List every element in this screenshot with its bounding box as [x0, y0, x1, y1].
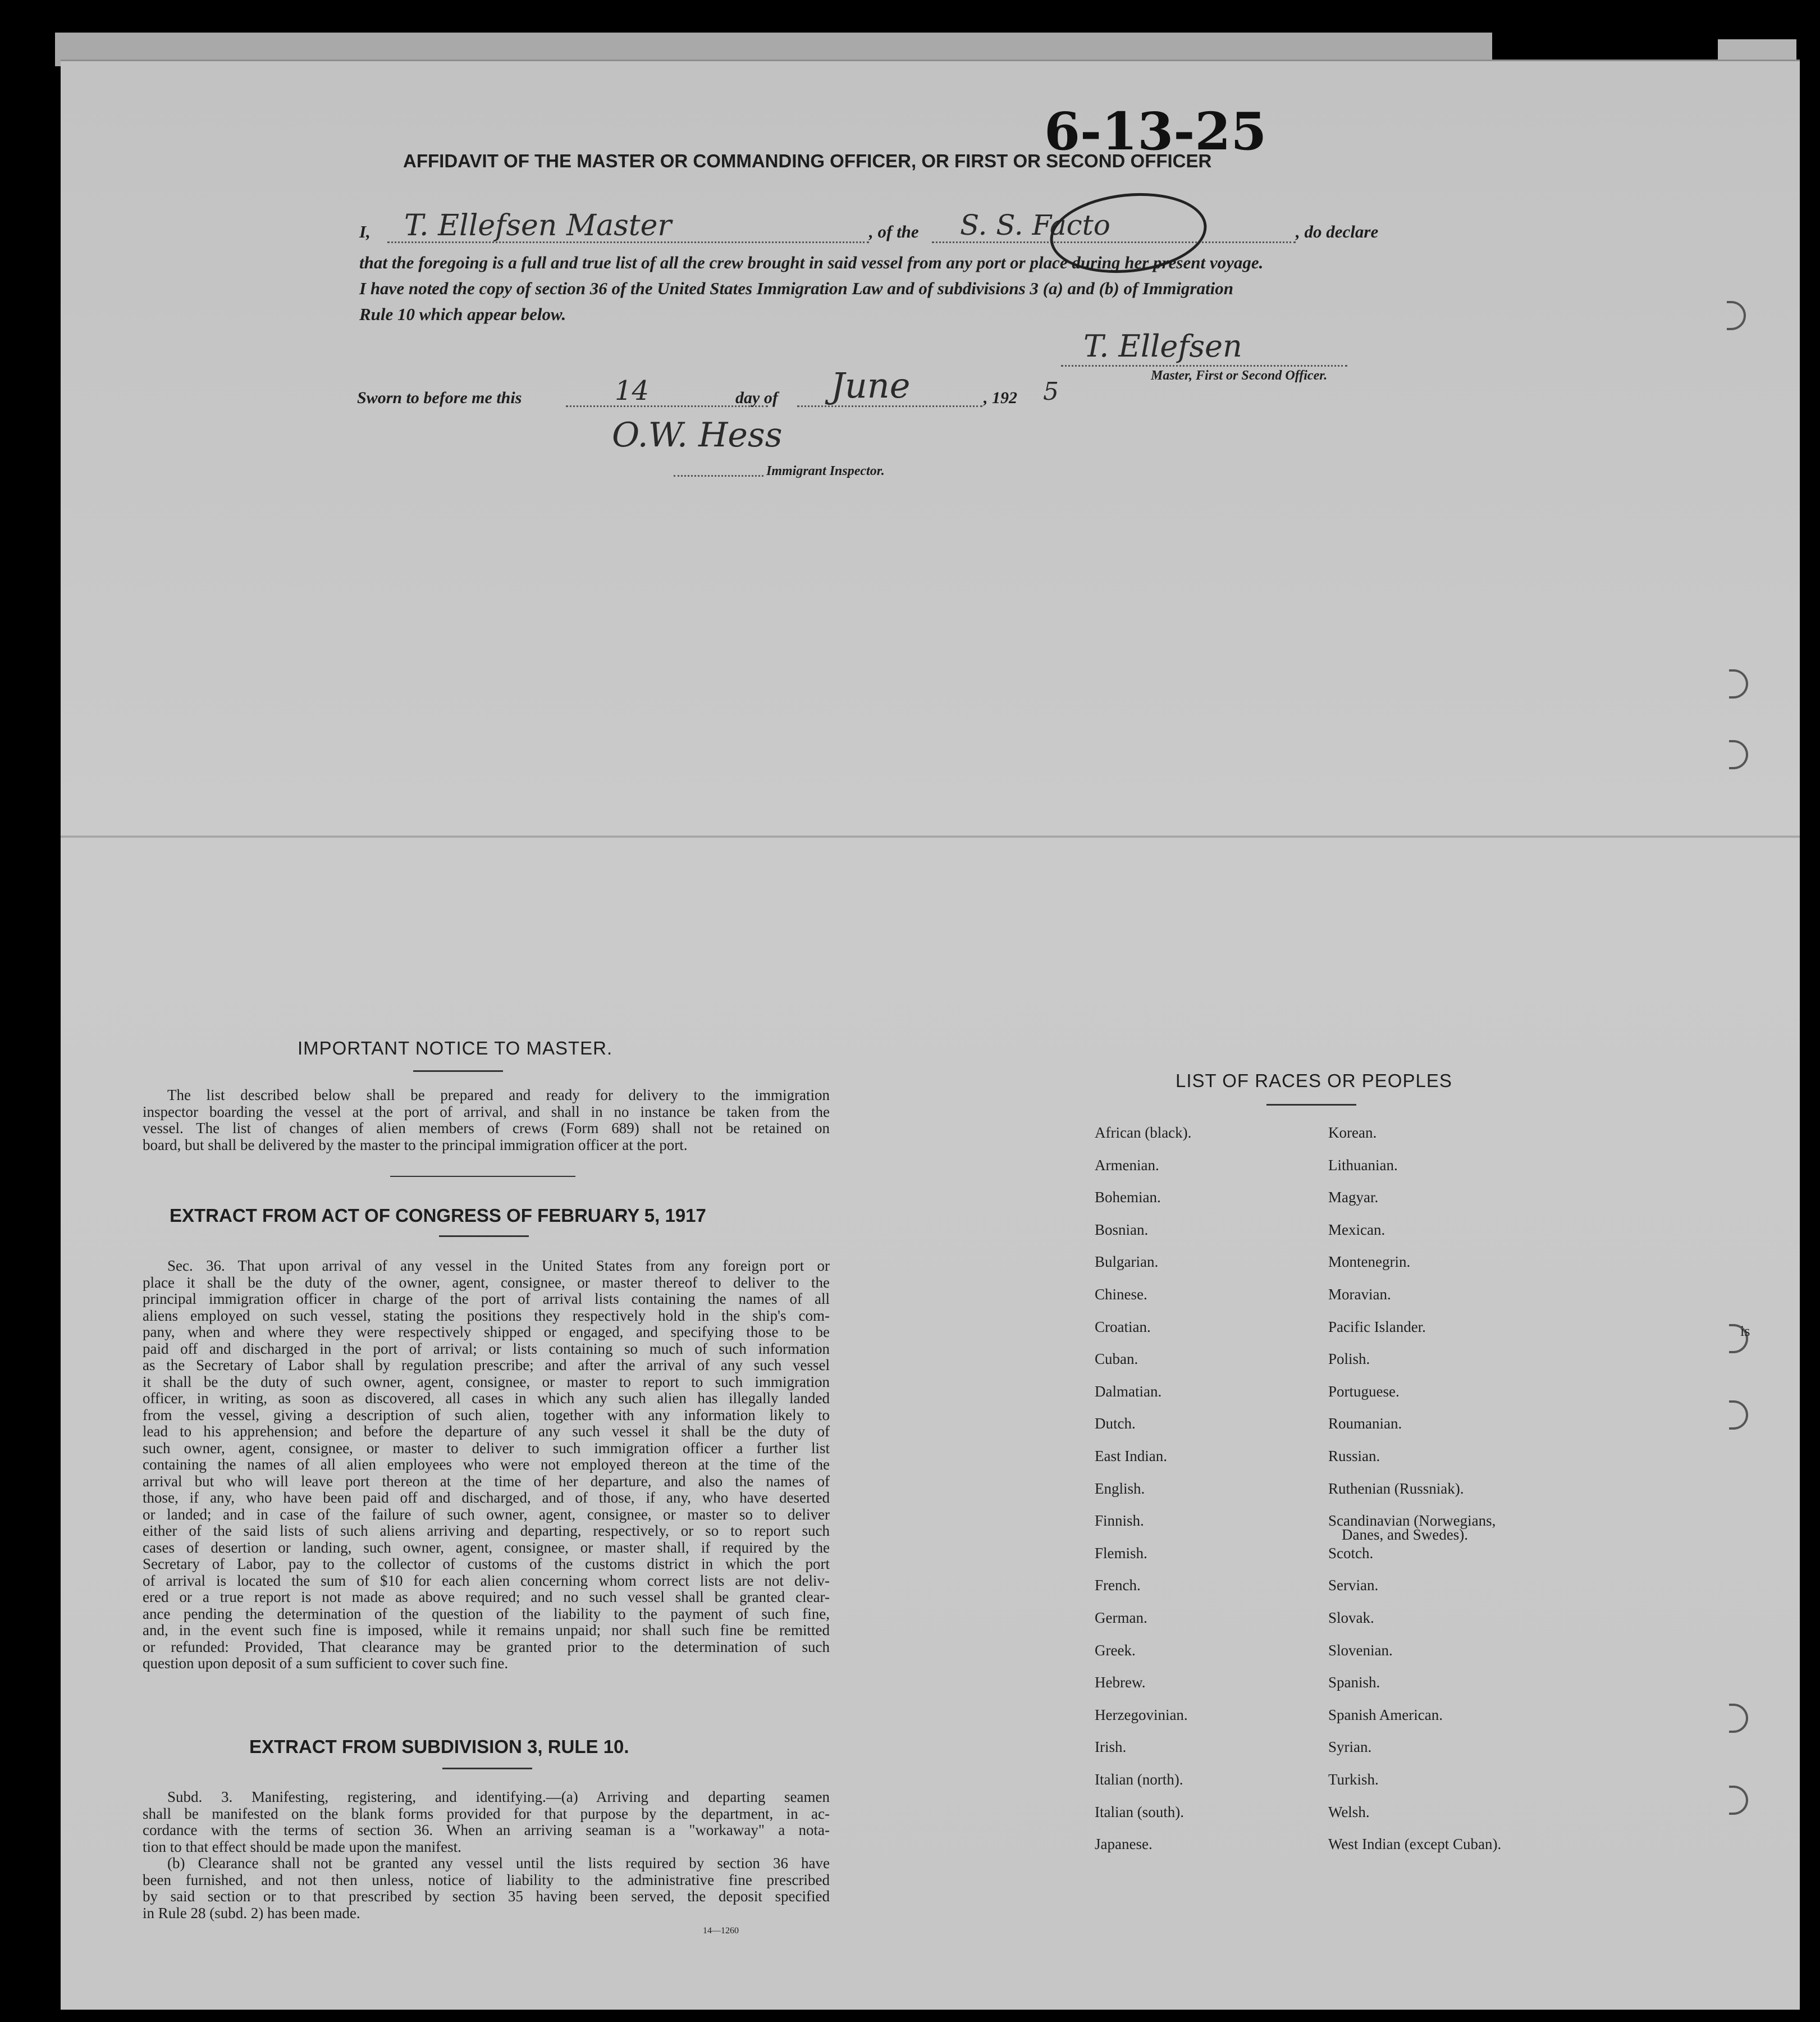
act-line: containing the names of all alien employees who were not employed thereon at the time of the	[143, 1456, 830, 1473]
year-prefix: , 192	[984, 389, 1017, 407]
affidavit-title: AFFIDAVIT OF THE MASTER OR COMMANDING OFFICER, OR FIRST OR SECOND OFFICER	[403, 150, 1212, 171]
race-item: Italian (south).	[1095, 1803, 1184, 1820]
act-line: arrival but who will leave port thereon at the time of her departure, and also the names of	[143, 1472, 830, 1490]
race-item: Finnish.	[1095, 1512, 1144, 1530]
race-item: Russian.	[1328, 1448, 1380, 1464]
inspector-signature: O.W. Hess	[612, 416, 783, 455]
vessel-name-handwriting: S. S. Facto	[960, 209, 1110, 241]
affidavit-line-3: I have noted the copy of section 36 of the United States Immigration Law and of subdivisions 3 (a) and (b) of Immigration	[359, 279, 1233, 298]
rule-line: by said section or to that prescribed by section 35 having been served, the deposit specified	[143, 1888, 830, 1905]
race-item: Slovenian.	[1328, 1641, 1393, 1659]
race-item: East Indian.	[1095, 1448, 1167, 1464]
margin-is-mark: is	[1740, 1323, 1750, 1339]
race-item: Dutch.	[1095, 1415, 1136, 1432]
race-item: Chinese.	[1095, 1286, 1147, 1303]
sworn-text: Sworn to before me this	[357, 389, 522, 407]
race-item: Croatian.	[1095, 1318, 1151, 1335]
rule-line: (b) Clearance shall not be granted any vessel until the lists required by section 36 have	[167, 1855, 830, 1872]
affidavit-line-2: that the foregoing is a full and true list of all the crew brought in said vessel from any port or place during her present voyage.	[359, 253, 1264, 272]
act-line: as the Secretary of Labor shall by regulation prescribe; and after the arrival of any such vessel	[143, 1357, 830, 1373]
rule-body	[143, 1789, 830, 1921]
affidavit-I-label: I,	[359, 222, 371, 241]
act-line: paid off and discharged in the port of arrival; or lists containing so much of such information	[143, 1340, 830, 1357]
affidavit-line-4: Rule 10 which appear below.	[359, 304, 566, 324]
act-line: and, in the event such fine is imposed, while it remains unpaid; nor shall such fine be remitted	[143, 1622, 830, 1638]
document-page	[61, 60, 1800, 2010]
race-item: Scotch.	[1328, 1544, 1374, 1562]
act-line: Secretary of Labor, pay to the collector of customs of the customs district in which the port	[143, 1555, 830, 1572]
notice-divider	[390, 1176, 575, 1177]
race-item: Spanish.	[1328, 1674, 1380, 1691]
act-line: lead to his apprehension; and before the departure of any such vessel it shall be the duty of	[143, 1423, 830, 1440]
race-item: Armenian.	[1095, 1156, 1159, 1174]
race-item: Portuguese.	[1328, 1382, 1400, 1400]
race-item: Flemish.	[1095, 1544, 1147, 1562]
act-line: of arrival is located the sum of $10 for each alien concerning whom correct lists are not deliv-	[143, 1572, 830, 1589]
rule-title-rule	[442, 1768, 532, 1769]
race-item: Servian.	[1328, 1577, 1379, 1594]
races-title: LIST OF RACES OR PEOPLES	[1176, 1070, 1452, 1091]
race-item: Roumanian.	[1328, 1415, 1402, 1432]
race-item: Magyar.	[1328, 1189, 1379, 1206]
act-line: principal immigration officer in charge of the port of arrival lists containing the names of all	[143, 1290, 830, 1307]
race-item: Turkish.	[1328, 1771, 1379, 1788]
master-name-handwriting: T. Ellefsen Master	[404, 209, 672, 243]
rule-line: cordance with the terms of section 36. When an arriving seaman is a "workaway" a nota-	[143, 1822, 830, 1838]
race-item: Hebrew.	[1095, 1674, 1146, 1691]
race-item: Mexican.	[1328, 1221, 1385, 1238]
race-item: African (black).	[1095, 1124, 1192, 1141]
page-fold-line	[61, 836, 1800, 838]
race-item: Korean.	[1328, 1124, 1377, 1141]
notice-line: inspector boarding the vessel at the port of arrival, and shall in no instance be taken from the	[143, 1103, 830, 1120]
race-item: Syrian.	[1328, 1738, 1372, 1756]
do-declare-label: , do declare	[1296, 222, 1379, 241]
inspector-caption: Immigrant Inspector.	[766, 464, 885, 478]
race-item: French.	[1095, 1577, 1141, 1594]
race-item: German.	[1095, 1609, 1147, 1626]
notice-line: The list described below shall be prepared and ready for delivery to the immigration	[167, 1087, 830, 1103]
act-line: ance pending the determination of the question of the liability to the payment of such fine,	[143, 1605, 830, 1622]
race-item: Bulgarian.	[1095, 1253, 1159, 1271]
race-item: Italian (north).	[1095, 1771, 1183, 1788]
form-code: 14—1260	[703, 1926, 739, 1936]
race-item: Japanese.	[1095, 1836, 1153, 1853]
rule-title: EXTRACT FROM SUBDIVISION 3, RULE 10.	[249, 1736, 629, 1757]
signature-caption: Master, First or Second Officer.	[1151, 368, 1328, 383]
act-line: or refunded: Provided, That clearance may be granted prior to the determination of such	[143, 1638, 830, 1655]
races-title-rule	[1266, 1104, 1356, 1106]
act-line: ered or a true report is not made as above required; and no such vessel shall be granted clear-	[143, 1589, 830, 1605]
year-handwriting: 5	[1043, 377, 1059, 406]
race-item: English.	[1095, 1480, 1145, 1497]
month-handwriting: June	[831, 365, 911, 406]
notice-line: board, but shall be delivered by the master to the principal immigration officer at the port.	[143, 1136, 688, 1153]
act-line: Sec. 36. That upon arrival of any vessel in the United States from any foreign port or	[167, 1257, 830, 1274]
notice-body	[143, 1087, 830, 1153]
rule-line: been furnished, and not then unless, notice of liability to the administrative fine prescribed	[143, 1871, 830, 1888]
race-scandinavian-continued: Danes, and Swedes).	[1342, 1526, 1468, 1543]
inspector-line	[674, 475, 763, 477]
rule-line: in Rule 28 (subd. 2) has been made.	[143, 1904, 360, 1921]
notice-title-rule	[413, 1070, 503, 1072]
act-line: such owner, agent, consignee, or master to deliver to such immigration officer a further list	[143, 1439, 830, 1457]
race-item: Greek.	[1095, 1641, 1136, 1659]
race-item: Slovak.	[1328, 1609, 1374, 1626]
act-line: cases of desertion or landing, such owner, agent, consignee, or master shall, if required by the	[143, 1539, 830, 1556]
act-title: EXTRACT FROM ACT OF CONGRESS OF FEBRUARY 5, 1917	[170, 1205, 706, 1226]
race-item: Herzegovinian.	[1095, 1706, 1188, 1723]
notice-line: vessel. The list of changes of alien members of crews (Form 689) shall not be retained on	[143, 1120, 830, 1136]
act-line: aliens employed on such vessel, stating the positions they respectively hold in the ship's com-	[143, 1307, 830, 1324]
act-line: from the vessel, giving a description of such alien, together with any information likely to	[143, 1406, 830, 1423]
race-item: Moravian.	[1328, 1286, 1391, 1303]
race-item: Cuban.	[1095, 1350, 1138, 1368]
of-the-label: , of the	[869, 222, 919, 241]
act-line: question upon deposit of a sum sufficient to cover such fine.	[143, 1655, 509, 1672]
race-item: Ruthenian (Russniak).	[1328, 1480, 1464, 1497]
act-line: either of the said lists of such aliens arriving and departing, respectively, or so to report such	[143, 1522, 830, 1539]
race-item: Montenegrin.	[1328, 1253, 1411, 1271]
act-line: officer, in writing, as soon as discovered, all cases in which any such alien has illegally landed	[143, 1390, 830, 1407]
race-item: Bohemian.	[1095, 1189, 1161, 1206]
race-item: Polish.	[1328, 1350, 1370, 1368]
act-line: place it shall be the duty of the owner, agent, consignee, or master thereof to deliver to the	[143, 1274, 830, 1291]
race-item: Spanish American.	[1328, 1706, 1443, 1723]
rule-line: Subd. 3. Manifesting, registering, and identifying.—(a) Arriving and departing seamen	[167, 1788, 830, 1805]
race-item: Irish.	[1095, 1738, 1127, 1756]
act-line: pany, when and where they were respectively shipped or engaged, and specifying those to be	[143, 1323, 830, 1340]
race-item: Welsh.	[1328, 1803, 1370, 1820]
act-line: or landed; and in case of the failure of such owner, agent, consignee, or master so to deliver	[143, 1505, 830, 1523]
act-line: it shall be the duty of such owner, agent, consignee, or master to report to such immigration	[143, 1373, 830, 1390]
race-item: Bosnian.	[1095, 1221, 1149, 1238]
stamp-date: 6-13-25	[1044, 101, 1267, 162]
day-handwriting: 14	[615, 375, 650, 407]
race-item: Pacific Islander.	[1328, 1318, 1426, 1335]
rule-line: tion to that effect should be made upon the manifest.	[143, 1838, 461, 1855]
day-of-label: day of	[735, 389, 778, 407]
act-line: those, if any, who have been paid off and discharged, and of those, if any, who have deserted	[143, 1489, 830, 1506]
act-title-rule	[439, 1235, 529, 1237]
race-item: West Indian (except Cuban).	[1328, 1836, 1502, 1853]
race-item: Dalmatian.	[1095, 1382, 1162, 1400]
act-body	[143, 1258, 830, 1672]
master-signature: T. Ellefsen	[1083, 328, 1242, 364]
race-item: Scandinavian (Norwegians,	[1328, 1512, 1496, 1530]
rule-line: shall be manifested on the blank forms provided for that purpose by the department, in ac-	[143, 1805, 830, 1822]
notice-title: IMPORTANT NOTICE TO MASTER.	[298, 1038, 613, 1058]
signature-line	[1061, 365, 1347, 367]
race-item: Lithuanian.	[1328, 1156, 1398, 1174]
